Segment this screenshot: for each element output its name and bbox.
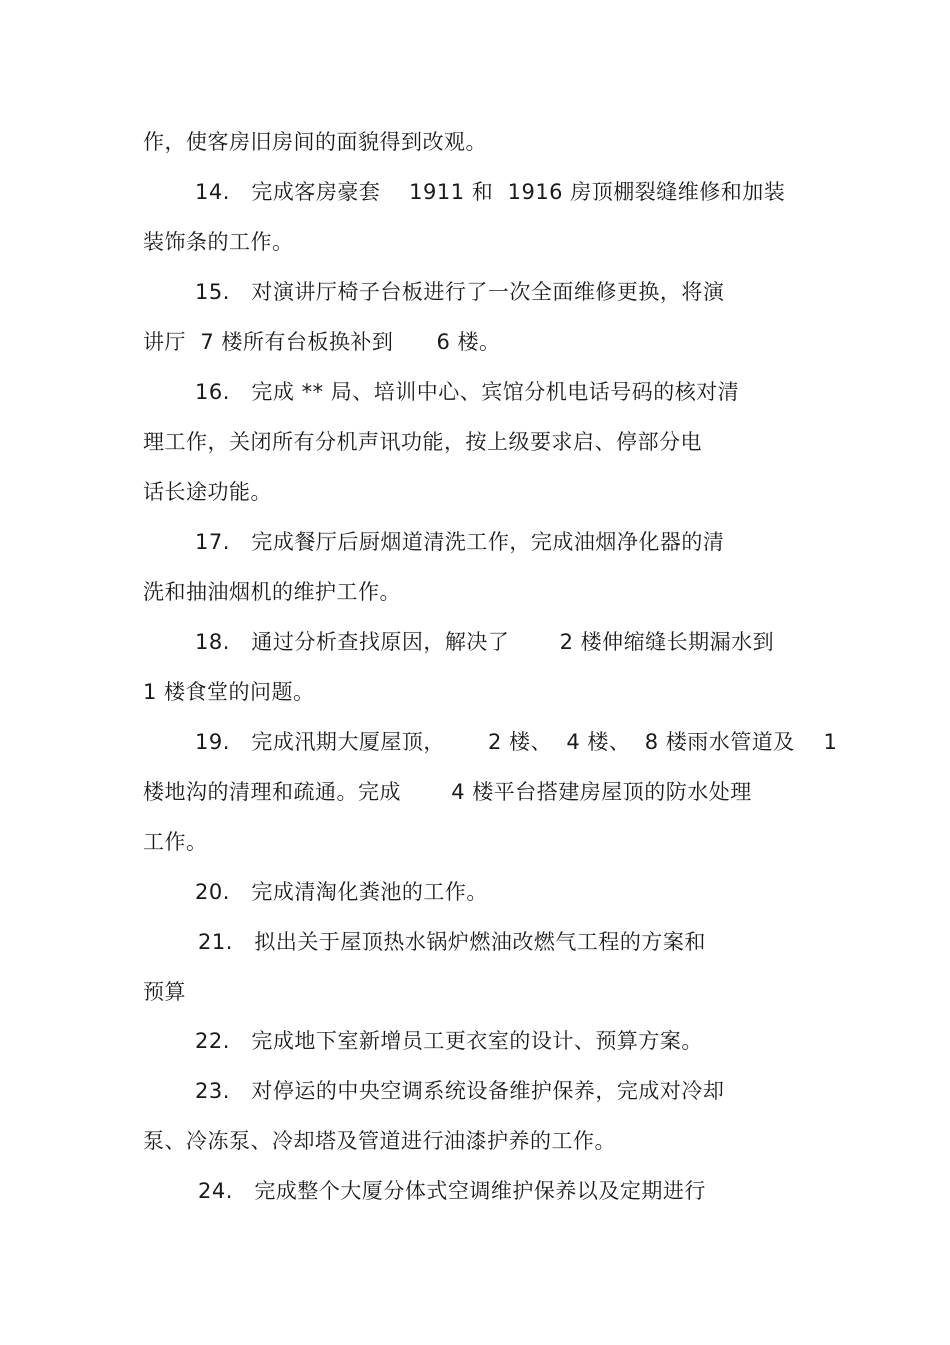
text-line: 话长途功能。 (143, 480, 272, 504)
text-line: 16. 完成 ** 局、培训中心、宾馆分机电话号码的核对清 (195, 380, 740, 404)
text-line: 工作。 (143, 830, 208, 854)
text-line: 22. 完成地下室新增员工更衣室的设计、预算方案。 (195, 1029, 703, 1053)
text-line: 讲厅 7 楼所有台板换补到 6 楼。 (143, 330, 501, 354)
text-line: 20. 完成清淘化粪池的工作。 (195, 880, 488, 904)
text-line: 19. 完成汛期大厦屋顶， 2 楼、 4 楼、 8 楼雨水管道及 1 (195, 730, 838, 754)
text-line: 楼地沟的清理和疏通。完成 4 楼平台搭建房屋顶的防水处理 (143, 780, 752, 804)
text-line: 作，使客房旧房间的面貌得到改观。 (143, 130, 487, 154)
text-line: 理工作，关闭所有分机声讯功能，按上级要求启、停部分电 (143, 430, 702, 454)
text-line: 15. 对演讲厅椅子台板进行了一次全面维修更换，将演 (195, 280, 725, 304)
text-line: 23. 对停运的中央空调系统设备维护保养，完成对冷却 (195, 1079, 725, 1103)
text-line: 18. 通过分析查找原因，解决了 2 楼伸缩缝长期漏水到 (195, 630, 775, 654)
text-line: 预算 (143, 980, 186, 1004)
text-line: 泵、冷冻泵、冷却塔及管道进行油漆护养的工作。 (143, 1129, 616, 1153)
text-line: 装饰条的工作。 (143, 230, 294, 254)
text-line: 14. 完成客房豪套 1911 和 1916 房顶棚裂缝维修和加装 (195, 180, 786, 204)
text-line: 24. 完成整个大厦分体式空调维护保养以及定期进行 (198, 1179, 706, 1203)
text-line: 17. 完成餐厅后厨烟道清洗工作，完成油烟净化器的清 (195, 530, 725, 554)
text-line: 1 楼食堂的问题。 (143, 680, 315, 704)
text-line: 洗和抽油烟机的维护工作。 (143, 580, 401, 604)
text-line: 21. 拟出关于屋顶热水锅炉燃油改燃气工程的方案和 (198, 930, 706, 954)
